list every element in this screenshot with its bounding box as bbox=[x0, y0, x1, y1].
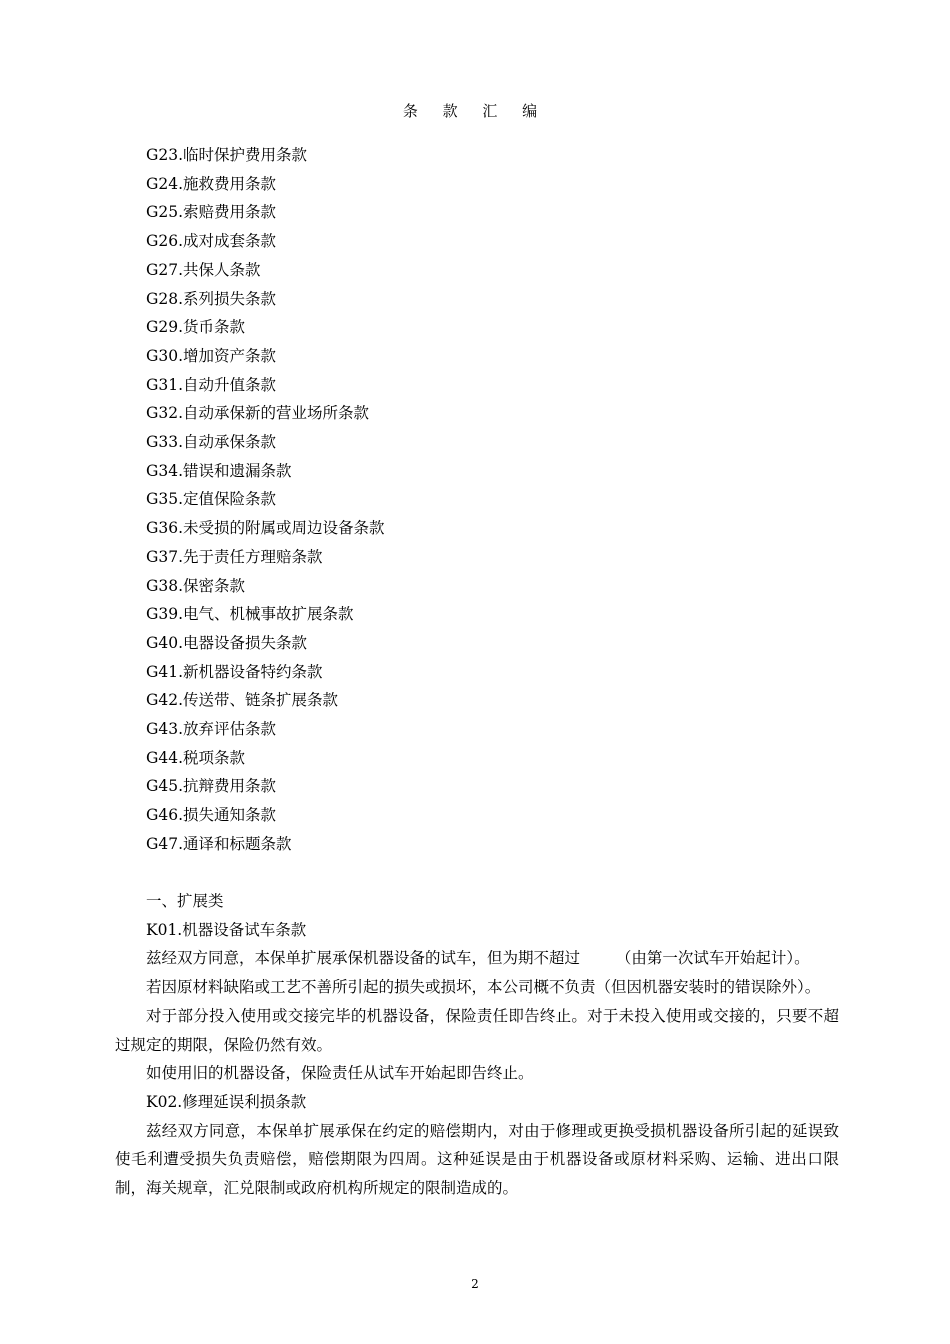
clause-paragraph: 如使用旧的机器设备，保险责任从试车开始起即告终止。 bbox=[146, 1064, 534, 1083]
clause-list-item: G39.电气、机械事故扩展条款 bbox=[146, 605, 354, 624]
clause-list-item: G38.保密条款 bbox=[146, 576, 246, 595]
clause-list-item: G28.系列损失条款 bbox=[146, 289, 277, 308]
clause-list-item: G25.索赔费用条款 bbox=[146, 203, 277, 222]
clause-list-item: G47.通译和标题条款 bbox=[146, 834, 292, 853]
clause-list-item: G40.电器设备损失条款 bbox=[146, 633, 308, 652]
clause-list-item: G44.税项条款 bbox=[146, 748, 246, 767]
clause-list bbox=[146, 141, 385, 859]
clause-paragraph: 对于部分投入使用或交接完毕的机器设备，保险责任即告终止。对于未投入使用或交接的，只要不超过规定的期限，保险仍然有效。 bbox=[115, 1006, 839, 1054]
extension-section bbox=[115, 887, 839, 1203]
page-number: 2 bbox=[471, 1277, 479, 1291]
clause-list-item: G31.自动升值条款 bbox=[146, 375, 277, 394]
clause-list-item: G32.自动承保新的营业场所条款 bbox=[146, 404, 370, 423]
clause-list-item: G26.成对成套条款 bbox=[146, 232, 277, 251]
clause-list-item: G45.抗辩费用条款 bbox=[146, 777, 277, 796]
clause-list-item: G27.共保人条款 bbox=[146, 260, 261, 279]
clause-list-item: G29.货币条款 bbox=[146, 318, 246, 337]
clause-list-item: G41.新机器设备特约条款 bbox=[146, 662, 323, 681]
clause-list-item: G37.先于责任方理赔条款 bbox=[146, 547, 323, 566]
clause-list-item: G35.定值保险条款 bbox=[146, 490, 277, 509]
clause-list-item: G23.临时保护费用条款 bbox=[146, 146, 308, 164]
clause-paragraph: 若因原材料缺陷或工艺不善所引起的损失或损坏，本公司概不负责（但因机器安装时的错误除外）。 bbox=[146, 978, 821, 997]
clause-paragraph: 兹经双方同意，本保单扩展承保在约定的赔偿期内，对由于修理或更换受损机器设备所引起的延误致使毛利遭受损失负责赔偿，赔偿期限为四周。这种延误是由于机器设备或原材料采购、运输、进出口限制，海关规章，汇兑限制或政府机构所规定的限制造成的。 bbox=[115, 1121, 839, 1198]
clause-list-item: G46.损失通知条款 bbox=[146, 806, 277, 825]
clause-list-item: G34.错误和遗漏条款 bbox=[146, 461, 292, 480]
clause-title-k01: K01.机器设备试车条款 bbox=[146, 920, 307, 939]
clause-list-item: G30.增加资产条款 bbox=[146, 346, 277, 365]
clause-list-item: G43.放弃评估条款 bbox=[146, 720, 277, 739]
clause-list-item: G33.自动承保条款 bbox=[146, 433, 277, 452]
clause-list-item: G36.未受损的附属或周边设备条款 bbox=[146, 519, 385, 538]
section-heading: 一、扩展类 bbox=[146, 892, 224, 910]
page-header: 条 款 汇 编 bbox=[402, 102, 548, 120]
clause-list-item: G24.施救费用条款 bbox=[146, 174, 277, 193]
clause-title-k02: K02.修理延误利损条款 bbox=[146, 1092, 307, 1111]
clause-paragraph: 兹经双方同意，本保单扩展承保机器设备的试车，但为期不超过 （由第一次试车开始起计）。 bbox=[146, 949, 810, 968]
clause-list-item: G42.传送带、链条扩展条款 bbox=[146, 691, 339, 710]
